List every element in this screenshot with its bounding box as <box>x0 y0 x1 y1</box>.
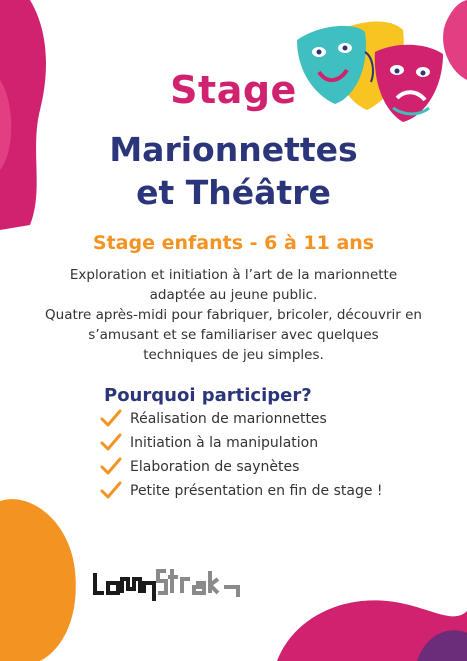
bottom-left-orange-blob <box>0 491 80 661</box>
why-heading: Pourquoi participer? <box>104 385 312 406</box>
list-item <box>100 479 383 503</box>
heading-line-1: Marionnettes <box>109 130 358 169</box>
reason-text: Elaboration de saynètes <box>130 459 300 475</box>
heading-line-2: et Théâtre <box>136 173 331 212</box>
description-line: Exploration et initiation à l’art de la marionnette <box>69 267 398 283</box>
poster-title: Stage <box>170 68 297 112</box>
age-subtitle: Stage enfants - 6 à 11 ans <box>92 232 375 254</box>
reason-text: Initiation à la manipulation <box>130 435 319 451</box>
list-item <box>100 431 383 455</box>
checkmark-icon <box>100 457 122 477</box>
checkmark-icon <box>100 409 122 429</box>
reason-text: Réalisation de marionnettes <box>130 411 327 427</box>
description-line: adaptée au jeune public. <box>149 287 318 303</box>
checkmark-icon <box>100 433 122 453</box>
description-line: Quatre après-midi pour fabriquer, bricoler, découvrir en <box>45 307 422 323</box>
description <box>20 265 447 365</box>
poster-heading <box>0 128 467 214</box>
list-item <box>100 455 383 479</box>
description-line: techniques de jeu simples. <box>143 347 324 363</box>
checkmark-icon <box>100 481 122 501</box>
bottom-right-purple-blob <box>407 621 467 661</box>
reason-text: Petite présentation en fin de stage ! <box>130 483 383 499</box>
description-line: s’amusant et se familiariser avec quelques <box>88 327 379 343</box>
reasons-list <box>100 407 383 503</box>
lamastrak-logo <box>92 565 242 615</box>
list-item <box>100 407 383 431</box>
